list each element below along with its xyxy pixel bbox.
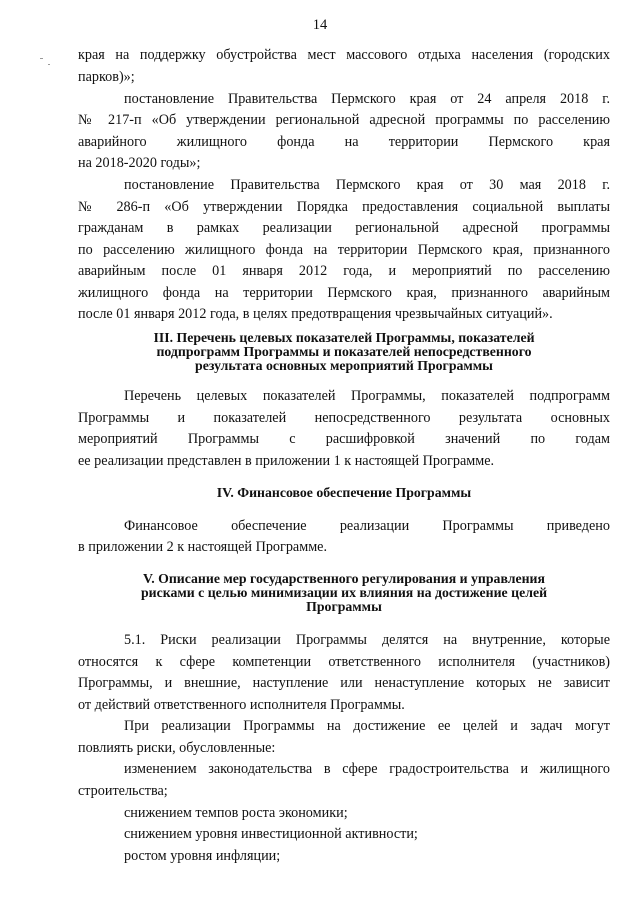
text-line: 5.1. Риски реализации Программы делятся на внутренние, которые (124, 632, 610, 648)
text-line: При реализации Программы на достижение ее целей и задач могут (124, 718, 610, 734)
text-line: Программы и показателей непосредственного результата основных (78, 410, 610, 426)
scan-speck (48, 64, 50, 65)
text-line: ее реализации представлен в приложении 1 к настоящей Программе. (78, 453, 495, 469)
text-line: строительства; (78, 783, 168, 799)
text-line: повлиять риски, обусловленные: (78, 740, 276, 756)
text-line: № 286-п «Об утверждении Порядка предоставления социальной выплаты (78, 199, 610, 215)
section-heading: IV. Финансовое обеспечение Программы (216, 485, 472, 500)
section-heading: подпрограмм Программы и показателей непосредственного (156, 344, 532, 359)
text-line: мероприятий Программы с расшифровкой значений по годам (78, 431, 610, 447)
text-line: по расселению жилищного фонда на территории Пермского края, признанного (78, 242, 610, 258)
text-line: на 2018-2020 годы»; (78, 155, 201, 171)
section-heading: V. Описание мер государственного регулирования и управления (143, 571, 545, 586)
text-line: относятся к сфере компетенции ответственного исполнителя (участников) (78, 654, 610, 670)
text-line: Финансовое обеспечение реализации Программы приведено (124, 518, 610, 534)
text-line: снижением уровня инвестиционной активности; (124, 826, 418, 842)
text-line: снижением темпов роста экономики; (124, 805, 348, 821)
text-line: аварийного жилищного фонда на территории Пермского края (78, 134, 610, 150)
text-line: гражданам в рамках реализации региональной адресной программы (78, 220, 610, 236)
text-line: парков)»; (78, 69, 135, 85)
text-line: в приложении 2 к настоящей Программе. (78, 539, 328, 555)
text-line: изменением законодательства в сфере градостроительства и жилищного (124, 761, 610, 777)
text-line: постановление Правительства Пермского края от 24 апреля 2018 г. (124, 91, 610, 107)
section-heading: результата основных мероприятий Программы (195, 358, 493, 373)
text-line: Перечень целевых показателей Программы, показателей подпрограмм (124, 388, 610, 404)
text-line: после 01 января 2012 года, в целях предотвращения чрезвычайных ситуаций». (78, 306, 553, 322)
section-heading: III. Перечень целевых показателей Программы, показателей (153, 330, 535, 345)
text-line: Программы, и внешние, наступление или ненаступление которых не зависит (78, 675, 610, 691)
text-line: ростом уровня инфляции; (124, 848, 281, 864)
text-line: аварийным после 01 января 2012 года, и мероприятий по расселению (78, 263, 610, 279)
page-number: 14 (312, 17, 328, 33)
text-line: от действий ответственного исполнителя Программы. (78, 697, 405, 713)
scan-speck (40, 58, 43, 59)
text-line: № 217-п «Об утверждении региональной адресной программы по расселению (78, 112, 610, 128)
text-line: края на поддержку обустройства мест массового отдыха населения (городских (78, 47, 610, 63)
section-heading: рисками с целью минимизации их влияния на достижение целей (140, 585, 548, 600)
text-line: жилищного фонда на территории Пермского края, признанного аварийным (78, 285, 610, 301)
section-heading: Программы (306, 599, 382, 614)
text-line: постановление Правительства Пермского края от 30 мая 2018 г. (124, 177, 610, 193)
